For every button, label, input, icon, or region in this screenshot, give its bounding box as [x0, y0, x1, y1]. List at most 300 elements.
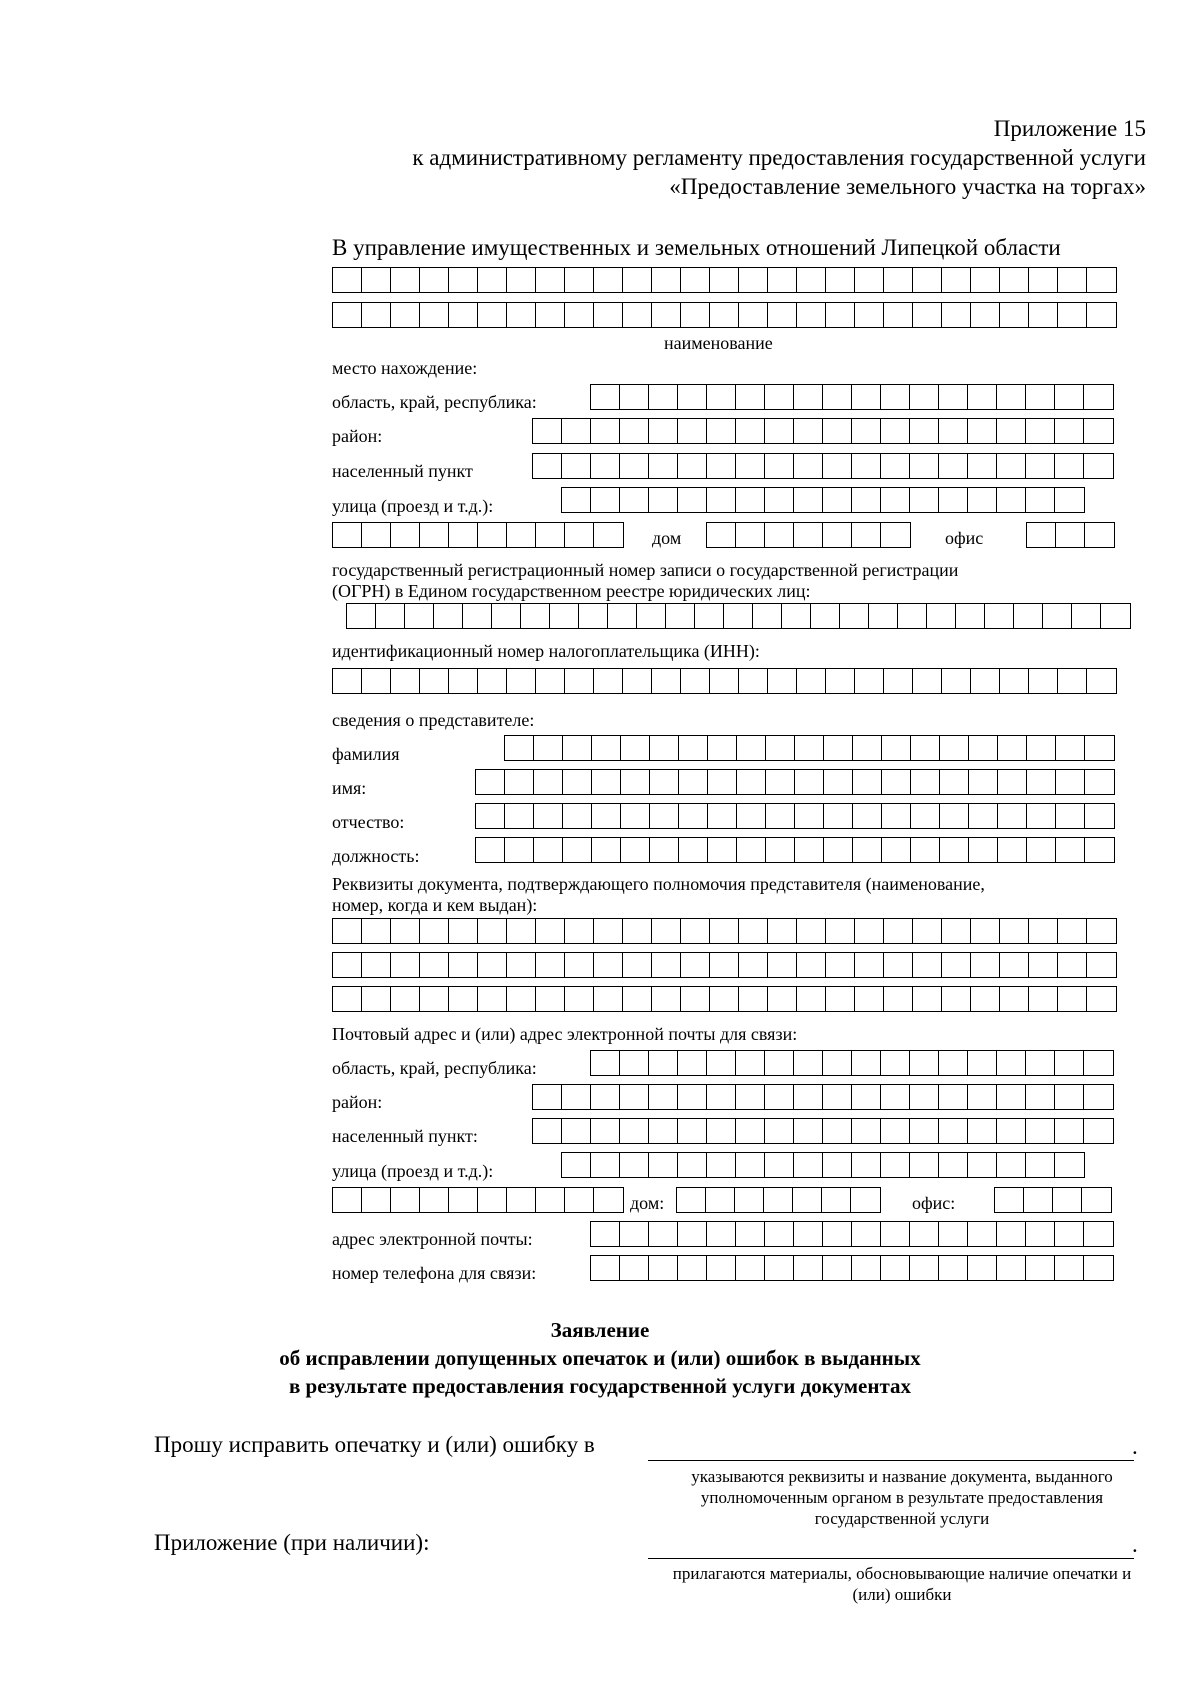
letter-cell[interactable] — [794, 1222, 823, 1246]
letter-cell[interactable] — [391, 987, 420, 1011]
letter-cell[interactable] — [765, 523, 794, 547]
letter-cell[interactable] — [505, 736, 534, 760]
letter-cell[interactable] — [956, 604, 985, 628]
letter-cell[interactable] — [681, 987, 710, 1011]
letter-cell[interactable] — [1055, 1085, 1084, 1109]
letter-cell[interactable] — [507, 303, 536, 327]
letter-cell[interactable] — [708, 770, 737, 794]
letter-cell[interactable] — [794, 1051, 823, 1075]
letter-cell[interactable] — [1055, 1153, 1084, 1177]
letter-cell[interactable] — [997, 1119, 1026, 1143]
letter-cell[interactable] — [420, 987, 449, 1011]
authority-doc-cells-2[interactable] — [332, 952, 1117, 978]
letter-cell[interactable] — [710, 268, 739, 292]
letter-cell[interactable] — [823, 1051, 852, 1075]
letter-cell[interactable] — [782, 604, 811, 628]
letter-cell[interactable] — [652, 987, 681, 1011]
letter-cell[interactable] — [608, 604, 637, 628]
letter-cell[interactable] — [822, 1188, 851, 1212]
letter-cell[interactable] — [1027, 736, 1056, 760]
letter-cell[interactable] — [911, 804, 940, 828]
letter-cell[interactable] — [476, 838, 505, 862]
letter-cell[interactable] — [1026, 419, 1055, 443]
letter-cell[interactable] — [766, 838, 795, 862]
letter-cell[interactable] — [840, 604, 869, 628]
letter-cell[interactable] — [707, 1051, 736, 1075]
letter-cell[interactable] — [478, 669, 507, 693]
letter-cell[interactable] — [623, 919, 652, 943]
letter-cell[interactable] — [766, 770, 795, 794]
letter-cell[interactable] — [753, 604, 782, 628]
letter-cell[interactable] — [507, 1188, 536, 1212]
letter-cell[interactable] — [1084, 1085, 1113, 1109]
letter-cell[interactable] — [939, 1119, 968, 1143]
letter-cell[interactable] — [1087, 953, 1116, 977]
letter-cell[interactable] — [620, 1051, 649, 1075]
letter-cell[interactable] — [824, 736, 853, 760]
letter-cell[interactable] — [620, 1119, 649, 1143]
letter-cell[interactable] — [563, 804, 592, 828]
letter-cell[interactable] — [997, 1153, 1026, 1177]
letter-cell[interactable] — [985, 604, 1014, 628]
letter-cell[interactable] — [594, 669, 623, 693]
letter-cell[interactable] — [695, 604, 724, 628]
letter-cell[interactable] — [681, 268, 710, 292]
letter-cell[interactable] — [347, 604, 376, 628]
letter-cell[interactable] — [534, 770, 563, 794]
letter-cell[interactable] — [852, 1085, 881, 1109]
letter-cell[interactable] — [679, 838, 708, 862]
letter-cell[interactable] — [1027, 838, 1056, 862]
letter-cell[interactable] — [724, 604, 753, 628]
letter-cell[interactable] — [968, 1222, 997, 1246]
letter-cell[interactable] — [765, 1051, 794, 1075]
letter-cell[interactable] — [737, 804, 766, 828]
position-cells[interactable] — [475, 837, 1115, 863]
authority-doc-cells-3[interactable] — [332, 986, 1117, 1012]
letter-cell[interactable] — [565, 919, 594, 943]
letter-cell[interactable] — [911, 838, 940, 862]
letter-cell[interactable] — [942, 953, 971, 977]
letter-cell[interactable] — [536, 523, 565, 547]
letter-cell[interactable] — [391, 669, 420, 693]
letter-cell[interactable] — [852, 419, 881, 443]
letter-cell[interactable] — [362, 953, 391, 977]
letter-cell[interactable] — [333, 268, 362, 292]
letter-cell[interactable] — [939, 1256, 968, 1280]
letter-cell[interactable] — [681, 953, 710, 977]
email-cells[interactable] — [590, 1221, 1114, 1247]
letter-cell[interactable] — [851, 1188, 880, 1212]
letter-cell[interactable] — [534, 736, 563, 760]
letter-cell[interactable] — [449, 523, 478, 547]
letter-cell[interactable] — [795, 804, 824, 828]
letter-cell[interactable] — [420, 1188, 449, 1212]
letter-cell[interactable] — [765, 1085, 794, 1109]
request-document-line[interactable] — [648, 1460, 1134, 1461]
letter-cell[interactable] — [681, 919, 710, 943]
letter-cell[interactable] — [478, 523, 507, 547]
letter-cell[interactable] — [649, 1153, 678, 1177]
letter-cell[interactable] — [1084, 1256, 1113, 1280]
letter-cell[interactable] — [793, 1188, 822, 1212]
letter-cell[interactable] — [939, 1222, 968, 1246]
letter-cell[interactable] — [652, 919, 681, 943]
letter-cell[interactable] — [942, 987, 971, 1011]
letter-cell[interactable] — [997, 385, 1026, 409]
letter-cell[interactable] — [449, 919, 478, 943]
letter-cell[interactable] — [1026, 1256, 1055, 1280]
letter-cell[interactable] — [1058, 268, 1087, 292]
letter-cell[interactable] — [1084, 1119, 1113, 1143]
letter-cell[interactable] — [997, 454, 1026, 478]
letter-cell[interactable] — [794, 385, 823, 409]
letter-cell[interactable] — [910, 488, 939, 512]
letter-cell[interactable] — [649, 1222, 678, 1246]
letter-cell[interactable] — [823, 454, 852, 478]
letter-cell[interactable] — [823, 1085, 852, 1109]
letter-cell[interactable] — [434, 604, 463, 628]
letter-cell[interactable] — [591, 488, 620, 512]
letter-cell[interactable] — [594, 1188, 623, 1212]
letter-cell[interactable] — [1024, 1188, 1053, 1212]
letter-cell[interactable] — [649, 385, 678, 409]
letter-cell[interactable] — [707, 1153, 736, 1177]
letter-cell[interactable] — [562, 1153, 591, 1177]
letter-cell[interactable] — [1055, 1222, 1084, 1246]
letter-cell[interactable] — [1056, 804, 1085, 828]
letter-cell[interactable] — [794, 488, 823, 512]
letter-cell[interactable] — [884, 303, 913, 327]
letter-cell[interactable] — [650, 804, 679, 828]
letter-cell[interactable] — [826, 669, 855, 693]
letter-cell[interactable] — [707, 1256, 736, 1280]
postal-street-cells-2[interactable] — [332, 1187, 624, 1213]
letter-cell[interactable] — [536, 953, 565, 977]
street-cells-2[interactable] — [332, 522, 624, 548]
letter-cell[interactable] — [1085, 838, 1114, 862]
letter-cell[interactable] — [1085, 736, 1114, 760]
district-cells[interactable] — [532, 418, 1114, 444]
letter-cell[interactable] — [591, 385, 620, 409]
letter-cell[interactable] — [449, 953, 478, 977]
letter-cell[interactable] — [855, 987, 884, 1011]
house-cells[interactable] — [706, 522, 911, 548]
letter-cell[interactable] — [884, 987, 913, 1011]
letter-cell[interactable] — [913, 268, 942, 292]
letter-cell[interactable] — [1084, 1051, 1113, 1075]
letter-cell[interactable] — [362, 303, 391, 327]
letter-cell[interactable] — [708, 736, 737, 760]
letter-cell[interactable] — [623, 268, 652, 292]
letter-cell[interactable] — [1026, 1222, 1055, 1246]
letter-cell[interactable] — [478, 919, 507, 943]
letter-cell[interactable] — [1026, 488, 1055, 512]
letter-cell[interactable] — [707, 419, 736, 443]
letter-cell[interactable] — [678, 1153, 707, 1177]
letter-cell[interactable] — [826, 303, 855, 327]
letter-cell[interactable] — [1085, 804, 1114, 828]
letter-cell[interactable] — [940, 804, 969, 828]
letter-cell[interactable] — [1055, 454, 1084, 478]
letter-cell[interactable] — [362, 987, 391, 1011]
letter-cell[interactable] — [881, 385, 910, 409]
letter-cell[interactable] — [707, 1119, 736, 1143]
letter-cell[interactable] — [476, 770, 505, 794]
letter-cell[interactable] — [1084, 1222, 1113, 1246]
letter-cell[interactable] — [621, 804, 650, 828]
letter-cell[interactable] — [1084, 454, 1113, 478]
letter-cell[interactable] — [623, 987, 652, 1011]
letter-cell[interactable] — [939, 1051, 968, 1075]
letter-cell[interactable] — [968, 454, 997, 478]
letter-cell[interactable] — [737, 770, 766, 794]
letter-cell[interactable] — [939, 1085, 968, 1109]
letter-cell[interactable] — [391, 268, 420, 292]
letter-cell[interactable] — [650, 736, 679, 760]
letter-cell[interactable] — [969, 770, 998, 794]
letter-cell[interactable] — [623, 669, 652, 693]
letter-cell[interactable] — [649, 419, 678, 443]
letter-cell[interactable] — [794, 1119, 823, 1143]
letter-cell[interactable] — [1029, 987, 1058, 1011]
letter-cell[interactable] — [650, 838, 679, 862]
letter-cell[interactable] — [739, 919, 768, 943]
letter-cell[interactable] — [853, 736, 882, 760]
postal-settlement-cells[interactable] — [532, 1118, 1114, 1144]
letter-cell[interactable] — [765, 1119, 794, 1143]
settlement-cells[interactable] — [532, 453, 1114, 479]
letter-cell[interactable] — [1084, 419, 1113, 443]
letter-cell[interactable] — [1084, 385, 1113, 409]
letter-cell[interactable] — [333, 1188, 362, 1212]
letter-cell[interactable] — [1026, 385, 1055, 409]
letter-cell[interactable] — [1000, 669, 1029, 693]
letter-cell[interactable] — [620, 1085, 649, 1109]
letter-cell[interactable] — [853, 804, 882, 828]
letter-cell[interactable] — [649, 1051, 678, 1075]
letter-cell[interactable] — [852, 454, 881, 478]
letter-cell[interactable] — [823, 1222, 852, 1246]
letter-cell[interactable] — [710, 919, 739, 943]
letter-cell[interactable] — [1027, 770, 1056, 794]
letter-cell[interactable] — [795, 770, 824, 794]
letter-cell[interactable] — [507, 953, 536, 977]
letter-cell[interactable] — [881, 419, 910, 443]
letter-cell[interactable] — [971, 987, 1000, 1011]
letter-cell[interactable] — [591, 1222, 620, 1246]
letter-cell[interactable] — [1082, 1188, 1111, 1212]
letter-cell[interactable] — [997, 1051, 1026, 1075]
letter-cell[interactable] — [505, 770, 534, 794]
letter-cell[interactable] — [591, 1153, 620, 1177]
letter-cell[interactable] — [968, 1153, 997, 1177]
letter-cell[interactable] — [766, 804, 795, 828]
letter-cell[interactable] — [968, 1051, 997, 1075]
letter-cell[interactable] — [1026, 1085, 1055, 1109]
letter-cell[interactable] — [591, 1119, 620, 1143]
letter-cell[interactable] — [736, 1051, 765, 1075]
letter-cell[interactable] — [623, 953, 652, 977]
letter-cell[interactable] — [521, 604, 550, 628]
letter-cell[interactable] — [910, 1222, 939, 1246]
letter-cell[interactable] — [795, 838, 824, 862]
letter-cell[interactable] — [852, 1222, 881, 1246]
letter-cell[interactable] — [968, 1085, 997, 1109]
letter-cell[interactable] — [1000, 987, 1029, 1011]
letter-cell[interactable] — [592, 770, 621, 794]
letter-cell[interactable] — [736, 523, 765, 547]
letter-cell[interactable] — [565, 987, 594, 1011]
letter-cell[interactable] — [1087, 669, 1116, 693]
letter-cell[interactable] — [911, 770, 940, 794]
letter-cell[interactable] — [534, 804, 563, 828]
letter-cell[interactable] — [1072, 604, 1101, 628]
letter-cell[interactable] — [942, 268, 971, 292]
postal-house-cells[interactable] — [676, 1187, 881, 1213]
letter-cell[interactable] — [939, 419, 968, 443]
letter-cell[interactable] — [1058, 303, 1087, 327]
letter-cell[interactable] — [623, 303, 652, 327]
letter-cell[interactable] — [765, 419, 794, 443]
letter-cell[interactable] — [505, 804, 534, 828]
letter-cell[interactable] — [649, 1085, 678, 1109]
letter-cell[interactable] — [968, 1256, 997, 1280]
letter-cell[interactable] — [562, 1119, 591, 1143]
letter-cell[interactable] — [362, 268, 391, 292]
letter-cell[interactable] — [620, 419, 649, 443]
letter-cell[interactable] — [940, 736, 969, 760]
letter-cell[interactable] — [449, 1188, 478, 1212]
letter-cell[interactable] — [449, 268, 478, 292]
letter-cell[interactable] — [362, 1188, 391, 1212]
letter-cell[interactable] — [592, 838, 621, 862]
letter-cell[interactable] — [1087, 987, 1116, 1011]
letter-cell[interactable] — [852, 488, 881, 512]
letter-cell[interactable] — [797, 919, 826, 943]
letter-cell[interactable] — [826, 953, 855, 977]
letter-cell[interactable] — [765, 1153, 794, 1177]
letter-cell[interactable] — [449, 987, 478, 1011]
letter-cell[interactable] — [478, 303, 507, 327]
letter-cell[interactable] — [823, 488, 852, 512]
letter-cell[interactable] — [910, 1256, 939, 1280]
letter-cell[interactable] — [910, 419, 939, 443]
letter-cell[interactable] — [507, 987, 536, 1011]
letter-cell[interactable] — [650, 770, 679, 794]
letter-cell[interactable] — [852, 1051, 881, 1075]
letter-cell[interactable] — [855, 303, 884, 327]
letter-cell[interactable] — [824, 804, 853, 828]
letter-cell[interactable] — [1000, 953, 1029, 977]
letter-cell[interactable] — [739, 268, 768, 292]
letter-cell[interactable] — [594, 919, 623, 943]
letter-cell[interactable] — [855, 919, 884, 943]
letter-cell[interactable] — [1087, 303, 1116, 327]
letter-cell[interactable] — [910, 385, 939, 409]
letter-cell[interactable] — [533, 1119, 562, 1143]
letter-cell[interactable] — [765, 1222, 794, 1246]
letter-cell[interactable] — [998, 770, 1027, 794]
surname-cells[interactable] — [504, 735, 1115, 761]
letter-cell[interactable] — [881, 488, 910, 512]
letter-cell[interactable] — [536, 919, 565, 943]
letter-cell[interactable] — [333, 987, 362, 1011]
letter-cell[interactable] — [881, 1256, 910, 1280]
letter-cell[interactable] — [678, 1119, 707, 1143]
letter-cell[interactable] — [1053, 1188, 1082, 1212]
letter-cell[interactable] — [911, 736, 940, 760]
letter-cell[interactable] — [768, 987, 797, 1011]
letter-cell[interactable] — [997, 1256, 1026, 1280]
letter-cell[interactable] — [927, 604, 956, 628]
letter-cell[interactable] — [884, 953, 913, 977]
letter-cell[interactable] — [706, 1188, 735, 1212]
letter-cell[interactable] — [678, 385, 707, 409]
org-name-cells-2[interactable] — [332, 302, 1117, 328]
letter-cell[interactable] — [826, 987, 855, 1011]
letter-cell[interactable] — [940, 838, 969, 862]
letter-cell[interactable] — [736, 1222, 765, 1246]
letter-cell[interactable] — [794, 419, 823, 443]
letter-cell[interactable] — [621, 736, 650, 760]
letter-cell[interactable] — [768, 268, 797, 292]
letter-cell[interactable] — [881, 1051, 910, 1075]
letter-cell[interactable] — [884, 268, 913, 292]
letter-cell[interactable] — [995, 1188, 1024, 1212]
letter-cell[interactable] — [678, 1222, 707, 1246]
letter-cell[interactable] — [550, 604, 579, 628]
letter-cell[interactable] — [707, 488, 736, 512]
letter-cell[interactable] — [1029, 268, 1058, 292]
letter-cell[interactable] — [939, 488, 968, 512]
letter-cell[interactable] — [579, 604, 608, 628]
letter-cell[interactable] — [637, 604, 666, 628]
letter-cell[interactable] — [853, 770, 882, 794]
org-name-cells-1[interactable] — [332, 267, 1117, 293]
letter-cell[interactable] — [507, 268, 536, 292]
letter-cell[interactable] — [1027, 804, 1056, 828]
letter-cell[interactable] — [1055, 385, 1084, 409]
letter-cell[interactable] — [1085, 523, 1114, 547]
letter-cell[interactable] — [998, 838, 1027, 862]
letter-cell[interactable] — [913, 919, 942, 943]
letter-cell[interactable] — [1056, 838, 1085, 862]
letter-cell[interactable] — [913, 669, 942, 693]
letter-cell[interactable] — [855, 669, 884, 693]
letter-cell[interactable] — [1058, 669, 1087, 693]
letter-cell[interactable] — [736, 454, 765, 478]
letter-cell[interactable] — [536, 303, 565, 327]
letter-cell[interactable] — [652, 953, 681, 977]
letter-cell[interactable] — [507, 523, 536, 547]
postal-district-cells[interactable] — [532, 1084, 1114, 1110]
letter-cell[interactable] — [794, 454, 823, 478]
letter-cell[interactable] — [823, 523, 852, 547]
letter-cell[interactable] — [882, 804, 911, 828]
letter-cell[interactable] — [882, 770, 911, 794]
letter-cell[interactable] — [620, 1222, 649, 1246]
patronymic-cells[interactable] — [475, 803, 1115, 829]
letter-cell[interactable] — [562, 1085, 591, 1109]
letter-cell[interactable] — [592, 736, 621, 760]
letter-cell[interactable] — [939, 385, 968, 409]
letter-cell[interactable] — [710, 953, 739, 977]
letter-cell[interactable] — [678, 1051, 707, 1075]
letter-cell[interactable] — [420, 303, 449, 327]
letter-cell[interactable] — [852, 385, 881, 409]
letter-cell[interactable] — [823, 1256, 852, 1280]
